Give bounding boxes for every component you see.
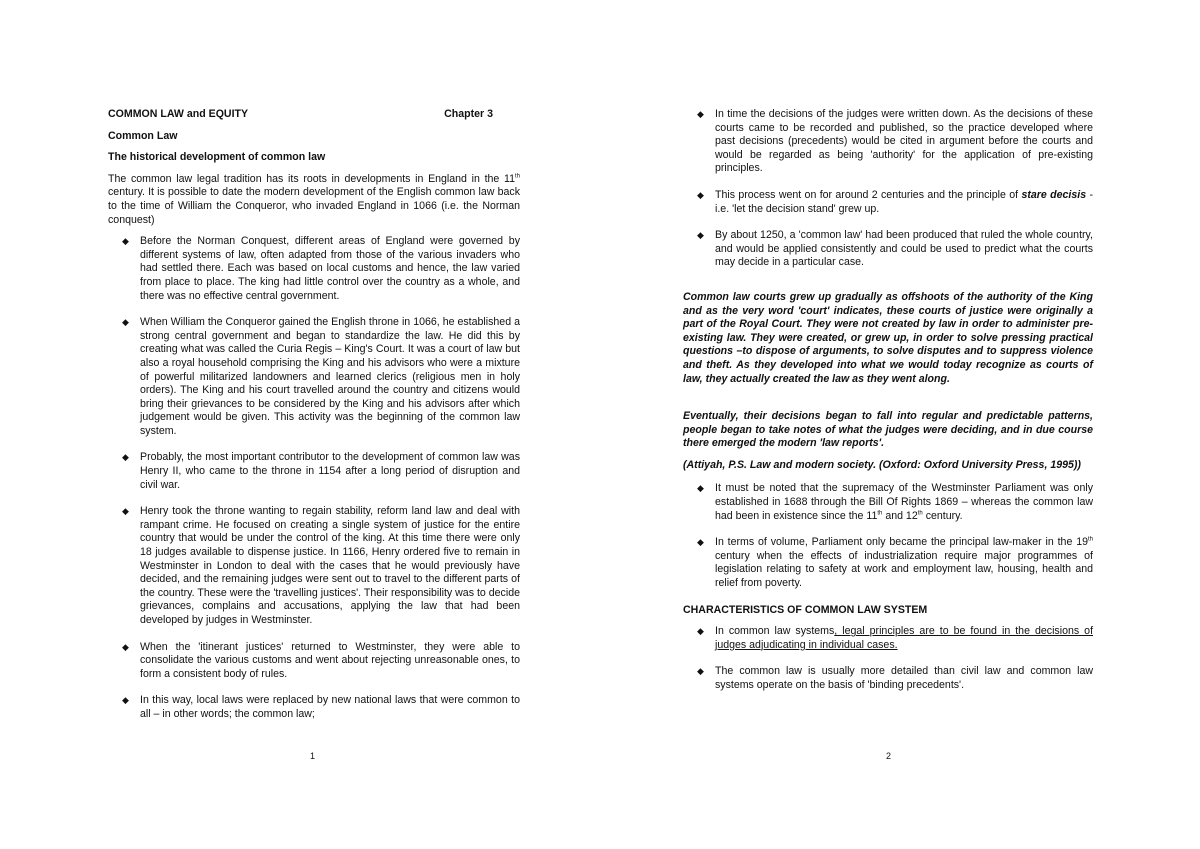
intro-paragraph (108, 173, 520, 227)
quote-courts: Common law courts grew up gradually as offshoots of the authority of the King and as the very word 'court' indicates, these courts of justice were originally a part of the Royal Court. They were not created by law in order to administer pre-existing law. They were created, or grew up, in order to solve pressing practical questions –to dispose of arguments, to solve disputes and to suppress violence and theft. As they developed into what we would today recognize as courts of law, they actually created the law as they went along. (683, 290, 1093, 385)
list-item-text: This process went on for around 2 centuries and the principle of (715, 188, 1022, 201)
precedent-bullet-list (683, 108, 1093, 270)
ordinal-suffix: th (877, 510, 883, 517)
page-header (108, 108, 520, 122)
list-item-text: The common law is usually more detailed than civil law and common law systems operate on the basis of 'binding precedents'. (715, 665, 1093, 691)
bullet-icon: ◆ (122, 506, 129, 517)
list-item-text-end: century. (922, 509, 963, 522)
bullet-icon: ◆ (122, 641, 129, 652)
intro-text-cont: century. It is possible to date the modern development of the English common law back to the time of William the Conqueror, who invaded England in 1066 (i.e. the Norman conquest) (108, 186, 520, 226)
subsection-heading: The historical development of common law (108, 151, 326, 164)
bullet-icon: ◆ (122, 236, 129, 247)
list-item (108, 235, 520, 303)
characteristics-bullet-list (683, 625, 1093, 692)
parliament-bullet-list (683, 482, 1093, 590)
quote-law-reports: Eventually, their decisions began to fall into regular and predictable patterns, people began to take notes of what the judges were deciding, and in due course there emerged the modern 'law reports'. (683, 410, 1093, 450)
bullet-icon: ◆ (697, 537, 704, 548)
list-item-text-cont: - i.e. 'let the decision stand' grew up. (715, 188, 1093, 215)
list-item-text: Before the Norman Conquest, different areas of England were governed by different systems of law, often adapted from those of the various invaders who had settled there. Each was based on local customs and hence, the law varied from place to place. The king had little control over the country as a whole, and there was no effective central government. (140, 235, 520, 302)
ordinal-suffix: th (917, 510, 923, 517)
list-item-text: In common law systems (715, 625, 835, 638)
list-item-text: In terms of volume, Parliament only became the principal law-maker in the 19 (715, 536, 1088, 549)
list-item (683, 108, 1093, 176)
underlined-text: , legal principles are to be found in the decisions of judges adjudicating in individual cases. (715, 625, 1094, 651)
bullet-icon: ◆ (697, 626, 704, 637)
list-item-text: In time the decisions of the judges were written down. As the decisions of these courts came to be recorded and published, so the practice developed where past decisions (precedents) would be cited in argument before the courts and would be regarded as being 'authority' for the application of pre-existing principles. (715, 108, 1093, 175)
bullet-icon: ◆ (697, 230, 704, 241)
list-item (683, 189, 1093, 216)
bullet-icon: ◆ (122, 695, 129, 706)
list-item (683, 665, 1093, 692)
list-item-text: Probably, the most important contributor to the development of common law was Henry II, who came to the throne in 1154 after a long period of disruption and civil war. (140, 451, 520, 491)
list-item (683, 229, 1093, 270)
chapter-label: Chapter 3 (444, 108, 493, 120)
page-1 (108, 108, 520, 735)
bullet-icon: ◆ (697, 483, 704, 494)
list-item-text: In this way, local laws were replaced by new national laws that were common to all – in other words; the common law; (140, 694, 520, 720)
list-item (108, 694, 520, 721)
list-item-text: When the 'itinerant justices' returned to Westminster, they were able to consolidate the various customs and went about rejecting unreasonable ones, to form a consistent body of rules. (140, 640, 520, 680)
intro-text: The common law legal tradition has its roots in developments in England in the 11 (108, 172, 515, 185)
bullet-icon: ◆ (697, 666, 704, 677)
list-item-text: Henry took the throne wanting to regain stability, reform land law and deal with rampant crime. He focused on creating a single system of justice for the entire country that would be under the control of the king. At this time there were only 18 judges available to dispense justice. In 1166, Henry ordered five to remain in Westminster in London to deal with the cases that he would previously have decided, and the remaining judges were sent out to travel to the different parts of the country. These were the 'travelling justices'. Their responsibility was to decide grievances, complains and accusations, applying the law that had been developed by judges in Westminster. (140, 505, 520, 626)
list-item-text-cont: and 12 (882, 509, 918, 522)
latin-term: stare decisis (1021, 188, 1087, 201)
list-item (108, 505, 520, 627)
page-number-2: 2 (886, 751, 892, 761)
document-title: COMMON LAW and EQUITY (108, 108, 249, 120)
list-item (683, 625, 1093, 652)
ordinal-suffix: th (514, 173, 520, 180)
list-item-text: By about 1250, a 'common law' had been produced that ruled the whole country, and would be applied consistently and could be used to predict what the courts may decide in a particular case. (715, 229, 1093, 269)
page-number-1: 1 (310, 751, 316, 761)
list-item (683, 482, 1093, 523)
list-item (108, 641, 520, 682)
bullet-icon: ◆ (697, 189, 704, 200)
list-item (108, 316, 520, 438)
list-item (683, 536, 1093, 590)
page-2 (683, 108, 1093, 706)
section-heading: Common Law (108, 129, 178, 142)
bullet-icon: ◆ (697, 109, 704, 119)
history-bullet-list (108, 235, 520, 721)
list-item-text-cont: century when the effects of industrialization require major programmes of legislation relating to safety at work and employment law, housing, health and relief from poverty. (715, 549, 1093, 590)
list-item (108, 451, 520, 492)
bullet-icon: ◆ (122, 452, 129, 463)
bullet-icon: ◆ (122, 317, 129, 328)
list-item-text: It must be noted that the supremacy of the Westminster Parliament was only established in 1688 through the Bill Of Rights 1869 – whereas the common law had been in existence since the 11 (715, 482, 1093, 522)
ordinal-suffix: th (1087, 536, 1093, 543)
list-item-text: When William the Conqueror gained the English throne in 1066, he established a strong central government and began to standardize the law. He did this by creating what was called the Curia Regis – King's Court. It was a court of law but also a royal household comprising the King and his advisors who were a mixture of powerful militarized landowners and learned clerics (religious men in holy orders). The King and his court travelled around the country and citizens would bring their grievances to be considered by the King and his advisors after which judgement would be given. This activity was the beginning of the common law system. (140, 316, 520, 437)
characteristics-heading: CHARACTERISTICS OF COMMON LAW SYSTEM (683, 603, 928, 616)
citation: (Attiyah, P.S. Law and modern society. (Oxford: Oxford University Press, 1995)) (683, 458, 1081, 471)
